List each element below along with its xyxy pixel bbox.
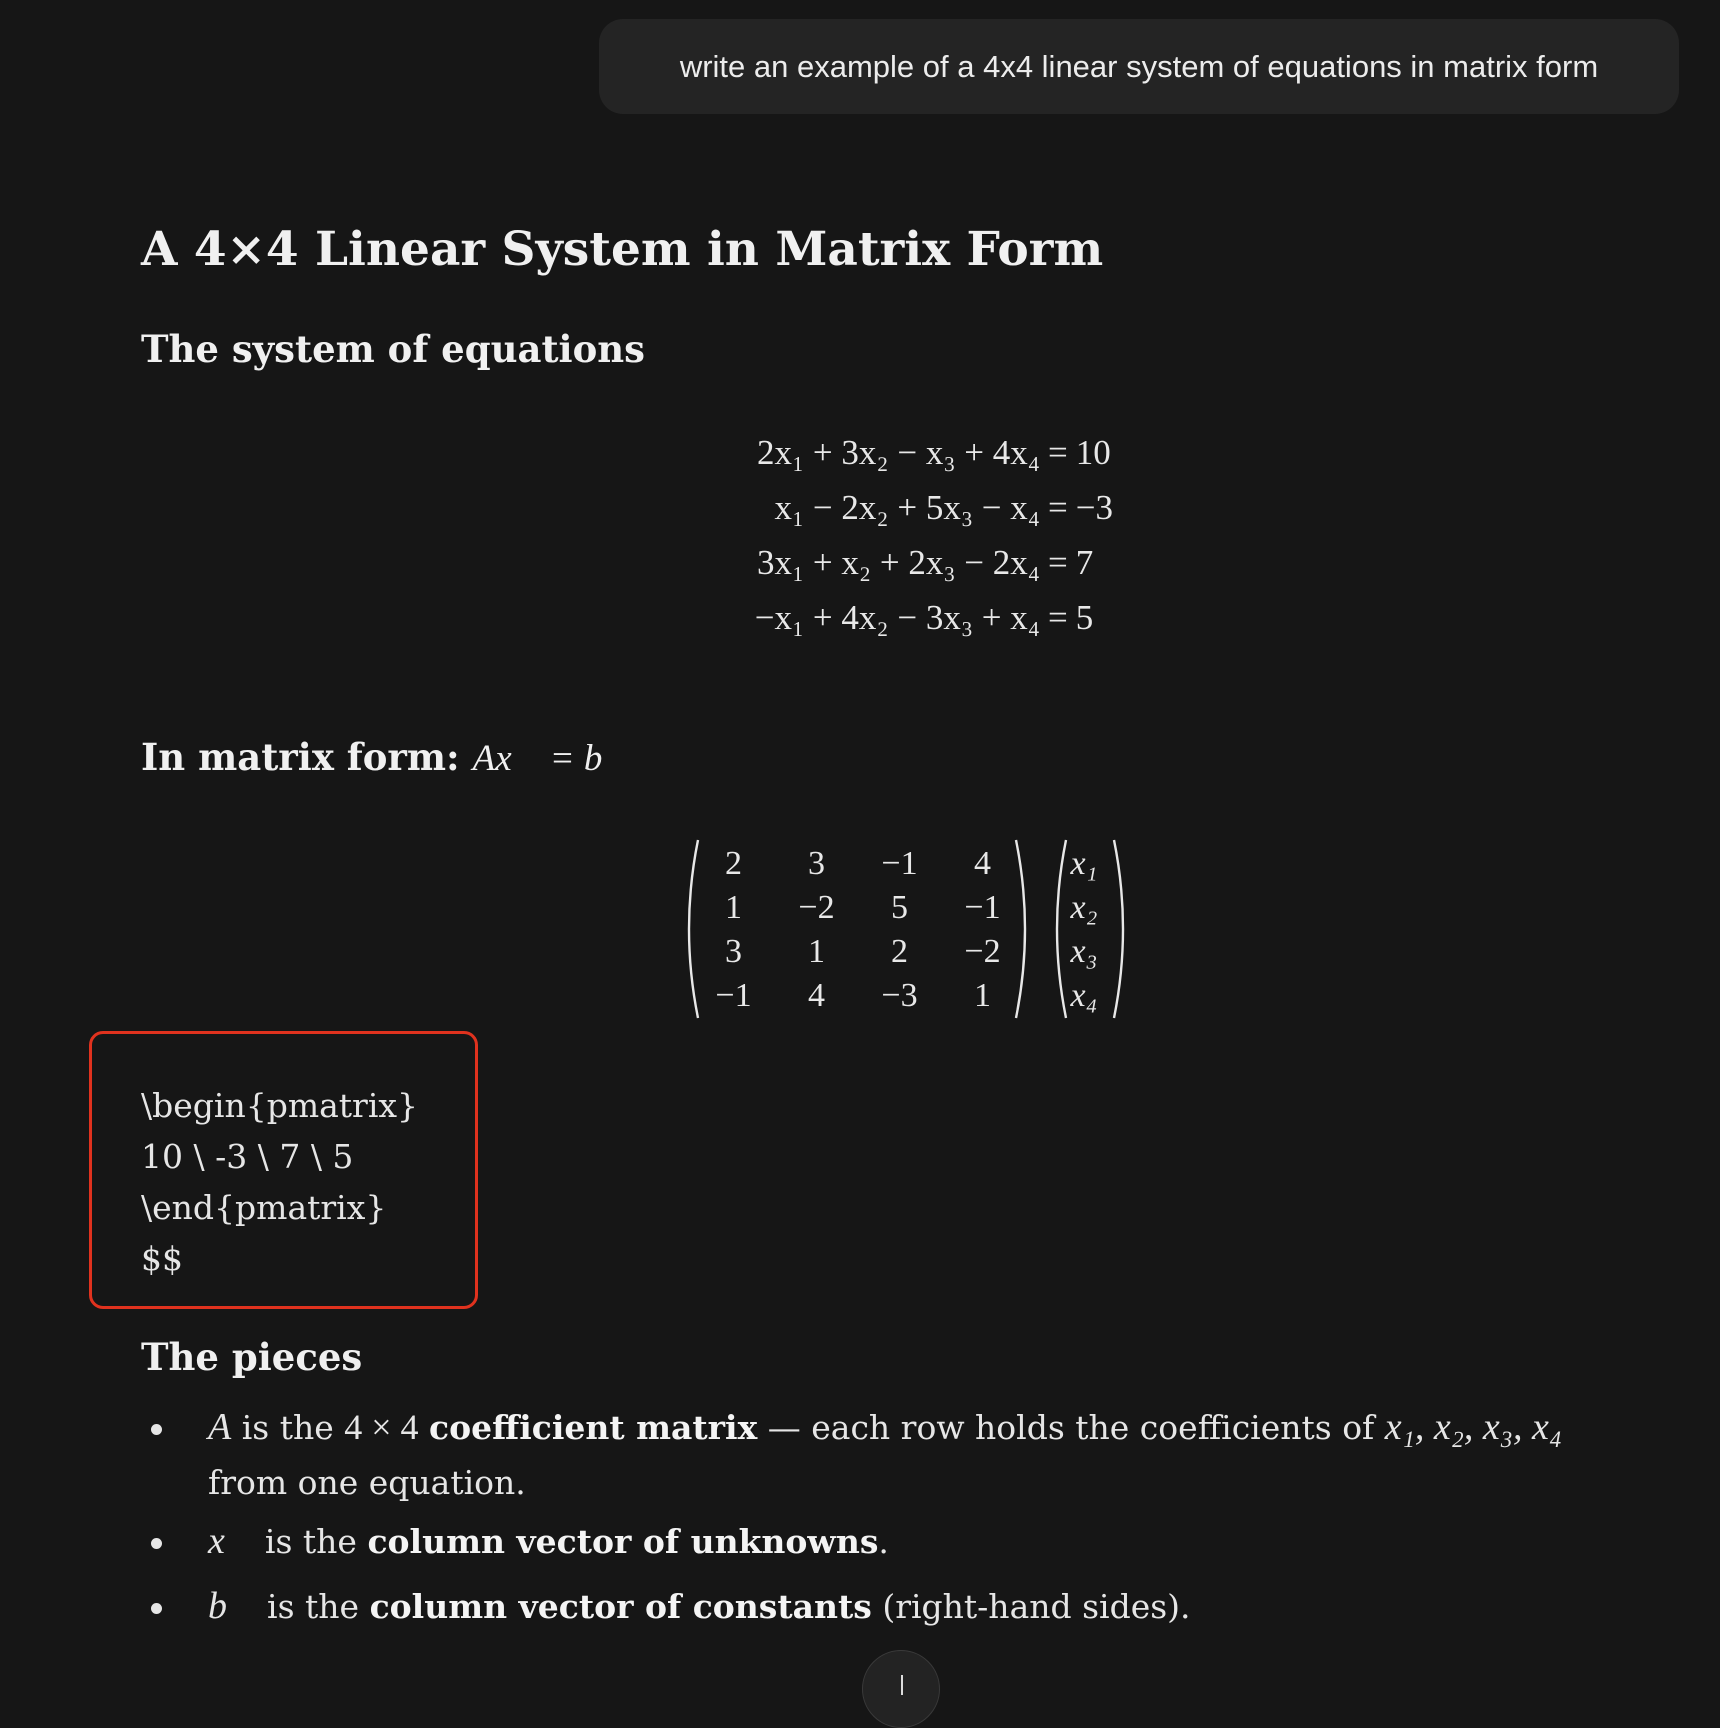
pieces-list (141, 1400, 1641, 1634)
response-title: A 4×4 Linear System in Matrix Form (141, 222, 1104, 277)
matrix-cell: −1 (964, 889, 1001, 926)
symbol-x-vector: x⃗ (208, 1520, 255, 1562)
vector-cell: x₂ (1070, 889, 1098, 926)
section-heading-matrix-form (141, 735, 631, 780)
matrix-cell: 5 (891, 889, 908, 926)
symbol-A: A (208, 1406, 232, 1448)
section-heading-system: The system of equations (141, 327, 645, 371)
equation-row: −x₁ + 4x₂ − 3x₃ + x₄ = 5 (680, 590, 1140, 645)
vector-cell: x₄ (1070, 977, 1098, 1014)
user-message-bubble (599, 19, 1679, 114)
variables-list: x₁, x₂, x₃, x₄ (1384, 1406, 1563, 1448)
arrow-down-icon (901, 1675, 903, 1695)
equation-rhs: −3 (1075, 488, 1113, 527)
vector-cell: x₁ (1070, 845, 1098, 882)
bullet-icon (151, 1424, 162, 1435)
matrix-row (692, 886, 1024, 930)
matrix-cell: 1 (974, 977, 991, 1014)
latex-line: \begin{pmatrix} (141, 1086, 418, 1125)
term-bold: coefficient matrix (429, 1408, 758, 1447)
matrix-row (692, 974, 1024, 1018)
matrix-cell: −3 (881, 977, 918, 1014)
matrix-row (692, 842, 1024, 886)
latex-line: $$ (141, 1239, 183, 1278)
user-message-text: write an example of a 4x4 linear system of equations in matrix form (679, 48, 1599, 84)
latex-line: 10 \ -3 \ 7 \ 5 (141, 1137, 354, 1176)
equation-lhs: −x₁ + 4x₂ − 3x₃ + x₄ (754, 598, 1040, 637)
equation-lhs: 3x₁ + x₂ + 2x₃ − 2x₄ (756, 543, 1040, 582)
equation-rhs: 10 (1075, 433, 1111, 472)
symbol-b-vector: b⃗ (208, 1585, 257, 1627)
matrix-cell: 4 (808, 977, 825, 1014)
equation-row: 3x₁ + x₂ + 2x₃ − 2x₄ = 7 (680, 535, 1140, 590)
list-item: A is the 4 × 4 coefficient matrix — each row holds the coefficients of x₁, x₂, x₃, x₄ from one equation. (141, 1400, 1641, 1510)
list-item: b⃗ is the column vector of constants (right-hand sides). (141, 1579, 1641, 1634)
latex-line: \end{pmatrix} (141, 1188, 387, 1227)
vector-cell: x₃ (1070, 933, 1098, 970)
matrix-cell: 3 (808, 845, 825, 882)
dimension: 4 × 4 (344, 1407, 419, 1447)
right-paren-icon (1012, 838, 1036, 1020)
section-heading-matrix-label: In matrix form: (141, 735, 460, 779)
equation-lhs: x₁ − 2x₂ + 5x₃ − x₄ (774, 488, 1040, 527)
matrix-cell: 1 (725, 889, 742, 926)
matrix-row (692, 930, 1024, 974)
equation-row: 2x₁ + 3x₂ − x₃ + 4x₄ = 10 (680, 425, 1140, 480)
equation-lhs: 2x₁ + 3x₂ − x₃ + 4x₄ (756, 433, 1040, 472)
term-bold: column vector of unknowns (367, 1522, 879, 1561)
matrix-cell: −1 (881, 845, 918, 882)
section-heading-pieces: The pieces (141, 1335, 363, 1379)
matrix-cell: −1 (715, 977, 752, 1014)
matrix-cell: 2 (725, 845, 742, 882)
term-bold: column vector of constants (369, 1587, 872, 1626)
bullet-icon (151, 1603, 162, 1614)
matrix-cell: −2 (964, 933, 1001, 970)
matrix-cell: 2 (891, 933, 908, 970)
equation-rhs: 5 (1075, 598, 1094, 637)
right-paren-icon (1110, 838, 1134, 1020)
list-item: x⃗ is the column vector of unknowns. (141, 1514, 1641, 1569)
matrix-cell: −2 (798, 889, 835, 926)
matrix-cell: 1 (808, 933, 825, 970)
equation-system (680, 425, 1140, 645)
unrendered-latex-highlight (89, 1031, 478, 1309)
section-heading-matrix-math: Ax⃗ = b⃗ (472, 738, 632, 779)
unknowns-vector (1054, 842, 1114, 1018)
bullet-icon (151, 1538, 162, 1549)
equation-row: x₁ − 2x₂ + 5x₃ − x₄ = −3 (680, 480, 1140, 535)
coefficient-matrix (692, 842, 1024, 1018)
scroll-to-bottom-button[interactable] (862, 1650, 940, 1728)
matrix-cell: 3 (725, 933, 742, 970)
equation-rhs: 7 (1075, 543, 1094, 582)
matrix-cell: 4 (974, 845, 991, 882)
